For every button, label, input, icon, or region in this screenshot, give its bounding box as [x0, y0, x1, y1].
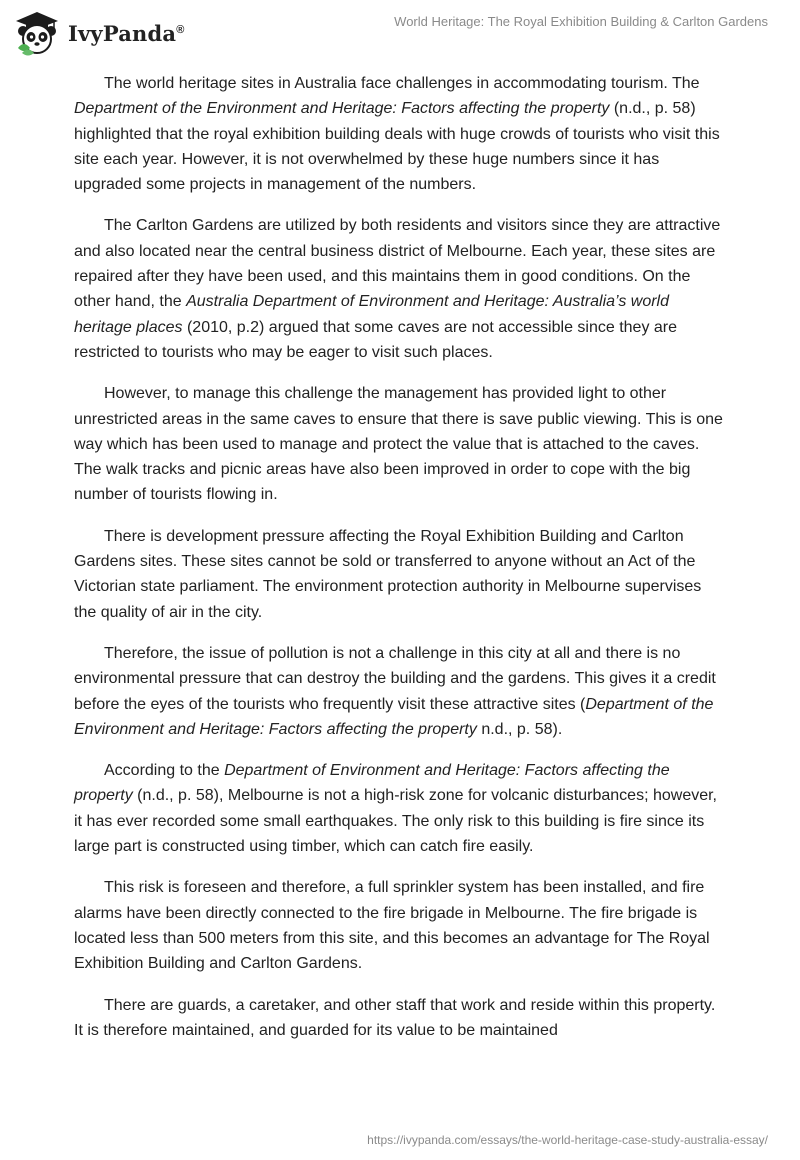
paragraph-text: There are guards, a caretaker, and other staff that work and reside within this property. It is therefore maintained, and guarded for its value to be maintained — [74, 996, 716, 1039]
panda-graduate-icon — [14, 10, 60, 56]
essay-paragraph — [74, 524, 724, 625]
document-title: World Heritage: The Royal Exhibition Building & Carlton Gardens — [394, 14, 768, 29]
essay-paragraph — [74, 993, 724, 1044]
cited-source-title: Department of Environment and Heritage: Factors affecting the property — [74, 762, 670, 805]
paragraph-text: (2010, p.2) argued that some caves are not accessible since they are restricted to tourists who may be eager to visit such places. — [74, 318, 678, 361]
paragraph-text: Therefore, the issue of pollution is not a challenge in this city at all and there is no environmental pressure that can destroy the building and the gardens. This gives it a credit before the eyes of the tourists who frequently visit these attractive sites ( — [74, 644, 716, 713]
cited-source-title: Australia Department of Environment and Heritage: Australia’s world heritage places — [74, 293, 669, 336]
brand-name: IvyPanda® — [68, 20, 185, 46]
paragraph-text: (n.d., p. 58) highlighted that the royal exhibition building deals with huge crowds of tourists who visit this site each year. However, it is not overwhelmed by these huge numbers since it has upgraded some projects in management of the numbers. — [74, 100, 720, 194]
paragraph-text: n.d., p. 58). — [476, 720, 563, 738]
cited-source-title: Department of the Environment and Heritage: Factors affecting the property — [74, 100, 610, 118]
essay-body — [74, 71, 724, 1059]
paragraph-text: The Carlton Gardens are utilized by both residents and visitors since they are attractive and also located near the central business district of Melbourne. Each year, these sites are repaired after they have been used, and this maintains them in good conditions. On the other hand, the — [74, 217, 721, 311]
essay-paragraph — [74, 641, 724, 742]
essay-paragraph — [74, 71, 724, 197]
essay-paragraph — [74, 213, 724, 365]
page-header — [0, 0, 800, 70]
brand-logo[interactable] — [14, 10, 185, 56]
cited-source-title: Department of the Environment and Heritage: Factors affecting the property — [74, 695, 714, 738]
paragraph-text: However, to manage this challenge the management has provided light to other unrestricted areas in the same caves to ensure that there is save public viewing. This is one way which has been used to manage and protect the value that is attached to the caves. The walk tracks and picnic areas have also been improved in order to cope with the big number of tourists flowing in. — [74, 385, 723, 504]
source-url: https://ivypanda.com/essays/the-world-heritage-case-study-australia-essay/ — [367, 1133, 768, 1147]
paragraph-text: This risk is foreseen and therefore, a full sprinkler system has been installed, and fire alarms have been directly connected to the fire brigade in Melbourne. The fire brigade is located less than 500 meters from this site, and this becomes an advantage for The Royal Exhibition Building and Carlton Gardens. — [74, 879, 710, 973]
essay-paragraph — [74, 381, 724, 507]
essay-paragraph — [74, 758, 724, 859]
paragraph-text: According to the — [104, 762, 225, 780]
paragraph-text: There is development pressure affecting the Royal Exhibition Building and Carlton Gardens sites. These sites cannot be sold or transferred to anyone without an Act of the Victorian state parliament. The environment protection authority in Melbourne supervises the quality of air in the city. — [74, 527, 702, 621]
essay-paragraph — [74, 875, 724, 976]
paragraph-text: (n.d., p. 58), Melbourne is not a high-risk zone for volcanic disturbances; however, it has ever recorded some small earthquakes. The only risk to this building is fire since its large part is constructed using timber, which can catch fire easily. — [74, 787, 717, 856]
paragraph-text: The world heritage sites in Australia face challenges in accommodating tourism. The — [104, 75, 700, 92]
